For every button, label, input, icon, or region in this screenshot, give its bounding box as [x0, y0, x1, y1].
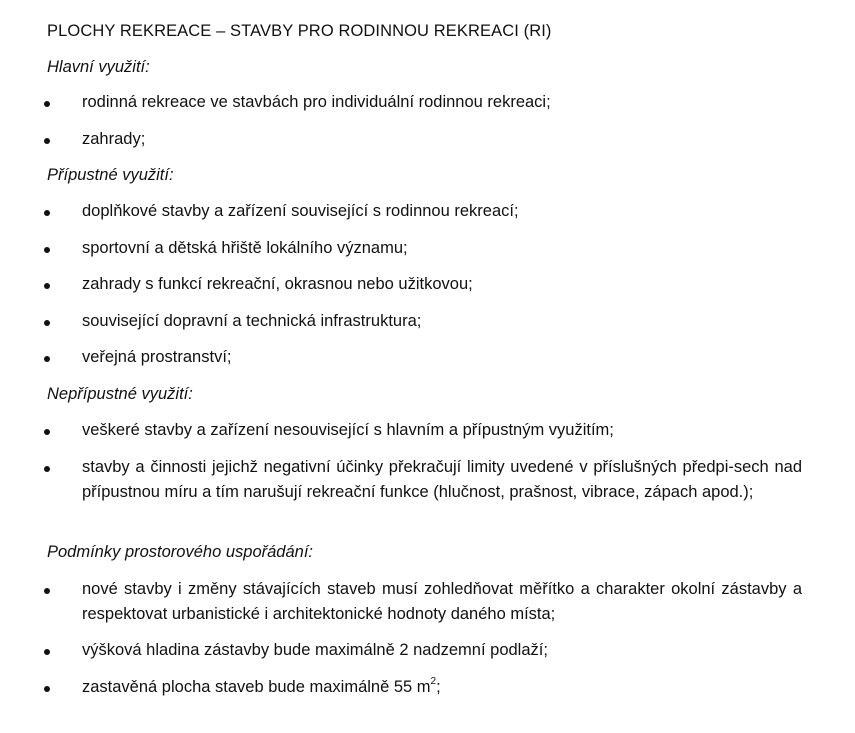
list-item-text-end: ; [436, 678, 441, 696]
bullet-icon [44, 429, 50, 435]
section-heading-prohibited-use: Nepřípustné využití: [47, 385, 193, 403]
bullet-icon [44, 138, 50, 144]
list-item-text [82, 675, 802, 700]
bullet-icon [44, 588, 50, 594]
bullet-icon [44, 686, 50, 692]
bullet-icon [44, 101, 50, 107]
list-item-text: zahrady s funkcí rekreační, okrasnou nebo užitkovou; [82, 275, 473, 293]
list-item-text: výšková hladina zástavby bude maximálně 2 nadzemní podlaží; [82, 641, 548, 659]
bullet-icon [44, 210, 50, 216]
section-heading-spatial-conditions: Podmínky prostorového uspořádání: [47, 543, 313, 561]
section-heading-permitted-use: Přípustné využití: [47, 166, 174, 184]
list-item-text: doplňkové stavby a zařízení související s rodinnou rekreací; [82, 202, 519, 220]
list-item-text: sportovní a dětská hřiště lokálního významu; [82, 239, 408, 257]
bullet-icon [44, 283, 50, 289]
bullet-icon [44, 466, 50, 472]
list-item-text: veřejná prostranství; [82, 348, 232, 366]
list-item-text-main: zastavěná plocha staveb bude maximálně 55 m [82, 678, 431, 696]
bullet-icon [44, 356, 50, 362]
section-heading-main-use: Hlavní využití: [47, 58, 150, 76]
list-item-text: zahrady; [82, 130, 146, 148]
bullet-icon [44, 247, 50, 253]
document-title: PLOCHY REKREACE – STAVBY PRO RODINNOU REKREACI (RI) [47, 22, 552, 40]
list-item-text: související dopravní a technická infrastruktura; [82, 312, 422, 330]
list-item-text: nové stavby i změny stávajících staveb musí zohledňovat měřítko a charakter okolní zástavby a respektovat urbanistické i architektonické hodnoty daného místa; [82, 580, 802, 623]
list-item-text: veškeré stavby a zařízení nesouvisející s hlavním a přípustným využitím; [82, 421, 614, 439]
superscript: 2 [430, 675, 437, 687]
list-item-text: stavby a činnosti jejichž negativní účinky překračují limity uvedené v příslušných předpi-sech nad přípustnou míru a tím narušují rekreační funkce (hlučnost, prašnost, vibrace, zápach apod.); [82, 458, 802, 501]
bullet-icon [44, 649, 50, 655]
bullet-icon [44, 320, 50, 326]
list-item-text: rodinná rekreace ve stavbách pro individuální rodinnou rekreaci; [82, 93, 551, 111]
